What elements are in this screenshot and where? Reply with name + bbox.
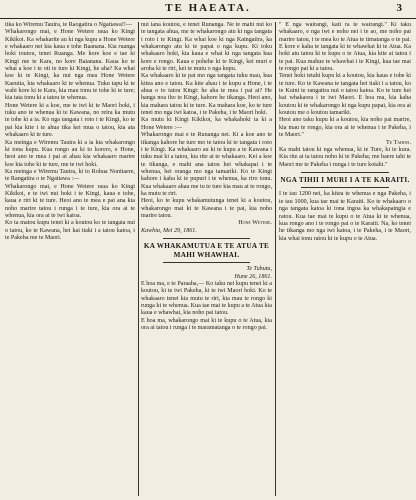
paragraph: Whakarongo mai, e Hone Wetere raua ko Kingi Kikikoi, e te iwi nui hoki i te Kingi, kaua e tohe, kaua e riri ki te ture. Heoi ano te mea e pai ana kia noho marire tatou i runga i te ture, kia ora ai te whenua, kia ora ai te iwi katoa. — [5, 183, 135, 219]
paragraph: Ka mahi tatou ki nga whenua, ki te Ture, ki te kura. Kia rite ai ta tatou noho ki te Pakeha; me haere tahi te Maori me te Pakeha i runga i te ture kotahi." — [279, 146, 411, 168]
column-middle — [141, 22, 272, 496]
paragraph: Ka whakaaro ki te pai mo nga tangata tuku mau, kua kitea ano e tatou. Ka kite ahau i te kupu a Hone, i te ahua o to tatou Kingi: he aha te mea i pai ai? He hanga noa iho te Kingi, kahore he tikanga. Heoi ano, kia mahara tatou ki te ture. Ka mahara koe, ko te ture tenei mo nga iwi katoa, i te Pakeha, i te Maori hoki. — [141, 73, 272, 117]
signature: Hone Wetere. — [238, 220, 272, 227]
paragraph: Whakarongo mai e te Runanga nei. Ki a koe ano te tikanga kahore he ture mo te tatou ki te tangata i roto i te Kingi. Ka whakaaro au ki te kupu a te Kawana i tuku mai ki a tatou, kia rite ai te whakaaro. Kei a koe te tikanga, e mahi ana tatou hei whakapai i te whenua, hei oranga mo nga tamariki. Ko te Kingi kahore i kaha ki te pupuri i te whenua, ka riro tonu. Kua whakaaro ahau me tu te ture kia mau ai te rongo, ka mutu te riri. — [141, 132, 272, 197]
column-divider — [275, 22, 276, 496]
dateline: Kawhia, Mei 29, 1861. — [141, 227, 197, 234]
paragraph: tika ko Wiremu Tauira, te Raogatira o Ngatiawa!!— — [5, 22, 133, 28]
separator — [163, 238, 250, 239]
paragraph: Heoi ano taku kupu ki a koutou, kia noho pai marire, kia mau te rongo, kia ora ai te whenua i te Pakeha, i te Maori." — [279, 117, 411, 139]
paragraph: E hoa ma, e te Paraaha,— Ko taku nei kupu tenei ki a koutou, ki te iwi Pakeha, ki te iwi Maori hoki. Ko te whakaaro tenei kia mutu te riri, kia mau te rongo ki runga ki te whenua. Kua tae mai te kupu a te Atua kia kaua e whawhai, kia noho pai tatou. — [141, 280, 272, 317]
article-date: Hune 26, 1861. — [234, 273, 272, 280]
signature: Te Tahiwi. — [385, 139, 411, 146]
column-left — [5, 22, 135, 496]
paragraph: Hone Wetere ki a koe, me te iwi ki te Maori hoki, i tuku ano te whenua ki te Kawana, no reira ka mutu te tohe ki a ia. Ko nga tangata i roto i te Kingi, ko te pai kia kite i te ahua tika kei mua o tatou, kia ata whakaaro ki te ture. — [5, 102, 135, 139]
paragraph: Tenei hoki tetahi kupu ki a koutou, kia kaua e tohe ki te ture. Ko te Kawana te tangata hei tiaki i a tatou, ko te Kuini te rangatira nui o tatou katoa. Ko te ture hei kai whakaora i te iwi Maori. E hoa ma, kia kaha koutou ki te whakarongo ki nga kupu papai, kia ora ai koutou me o koutou tamariki. — [279, 73, 411, 117]
newspaper-title: TE HAEATA. — [165, 2, 251, 14]
column-divider — [138, 22, 139, 496]
paragraph: Heoi, ko te kupu whakamutunga tenei ki a koutou, whakarongo mai ki te Kawana i te pai, kia noho marire tatou. — [141, 198, 272, 219]
paragraph: " E nga wairangi, kati ra te wairangi." Ki taku whakaaro, e nga iwi e noho nei i te ao, me noho pai marire tatou, i te mea ko te Atua te timatanga o te pai. E kore e kaha te tangata ki te whawhai ki te Atua. Ka hoki atu tatou ki te kupu o te Atua, kia kite ai tatou i te pai. Kua mahue te whawhai i te Kingi, kua tae mai te rongo pai ki a tatou. — [279, 22, 411, 73]
article-heading: KA WHAKAMUTUA E TE ATUA TE MAHI WHAWHAI. — [143, 241, 270, 259]
page-number: 3 — [396, 2, 402, 14]
separator — [301, 187, 389, 188]
masthead — [0, 0, 416, 19]
paragraph: Whakarongo mai, e Hone Wetere raua ko Kingi Kikikoi. Ka whakarite au ki nga kupu a Hone Wetere e whakaaro nei kia kaua e tohe Baanana. Kia ruanga hoki toutou, tenei Ruanga. Me kore koe e tae ki Kingi me te Kara, no kore Baianana. Kaua ko te whai a koe i te oti te ture ki Kingi, he aha? Ka whai koe ki te Kingi, ka nui nga mea Hone Wetere Kaeutia, kia whakaaro ki te whenua. Tuku tapu ki te wahi kore ki te Kara, kia mau tonu te tohe ki te ture; kia tata tonu ki a tatou te whenua. — [5, 29, 135, 102]
paragraph: Ka mutu ki Kingi Kikikoi, ka whakahoki ia ki a Hone Wetere :— — [141, 117, 272, 131]
paragraph: Ko ta matou kupu tenei ki a koutou ko te tangata nui o tatou, ko te Kawana, hei kai tiaki i a tatou katoa, i te Pakeha me te Maori. — [5, 220, 135, 241]
paragraph: I te tau 1200 nei, ka kitea te whenua e nga Pakeha, i te tau 1000, kua tae mai te Karaiti. Ko te whakaaro o nga tangata katoa ki tona ingoa ka whakapaingia e ratou. Kua tae mai te kupu o te Atua ki te whenua, kua rongo ano i te rongo pai o te Karaiti. Na, ko tenei he tikanga mo nga iwi katoa, i te Pakeha, i te Maori, kia whai tonu ratou ki te kupu o te Atua. — [279, 191, 411, 242]
section-heading: Ka meinga e Wiremu Tauira, ki to Rohua Nonitaere, te Rangatira o te Ngatiawa :— — [5, 168, 135, 183]
separator — [163, 262, 250, 263]
column-right — [279, 22, 411, 496]
article-heading: NGA TIHII I MURI I A TE KARAITI. — [280, 175, 410, 184]
paragraph: nui iana koutou, e tenei Runanga. Ne te mahi nui ko te tangata ahua, me te whakarongo atu ki nga tangata i roto i te Kingi. Ka whai koe ki nga Kaingatira, ka whakarongo atu ki te papai o nga kupu. Ki toku whakaaro hoki, kia kaua e whai ki nga tangata kua kore e rongo. Kaua e pohehe ki te Kingi, kei muri e aroha ki te riri, kei te mutu o nga kupu. — [141, 22, 272, 73]
paragraph: Ka meinga e Wiremu Tauira ki a ia kia whakarongo ki tona kupu. Kua rongo au ki to korero, e Hone, heoi ano te mea i pai ai ahau kia whakaaro marire koe kia tohe ki te ture, me te iwi hoki. — [5, 139, 135, 168]
separator — [301, 172, 389, 173]
paragraph: E hoa ma, whakarongo mai ki te kupu o te Atua, kia ora ai tatou i runga i te maramatanga o te rongo pai. — [141, 317, 272, 331]
article-addressee: Te Tuhutu, — [246, 266, 272, 273]
